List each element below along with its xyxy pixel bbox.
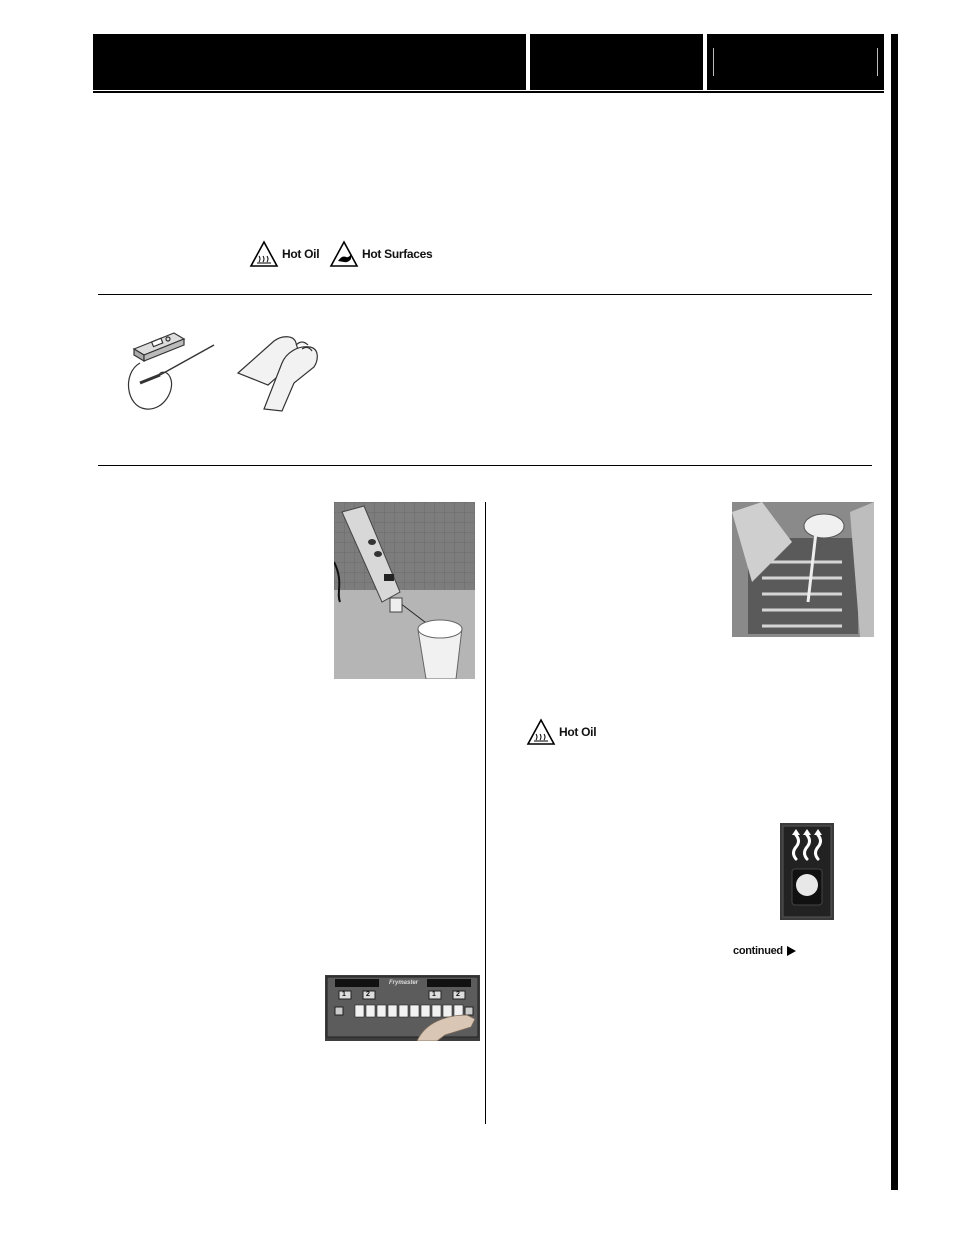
page-edge-bar (891, 34, 898, 1190)
controller-left-button-1: 1 (342, 991, 346, 998)
section-rule-top (98, 294, 872, 295)
header-right-block (707, 34, 884, 90)
column-divider (485, 502, 486, 1124)
header-title-block (93, 34, 526, 90)
header-rule (93, 91, 884, 93)
hazard-hot-surfaces (329, 240, 432, 268)
section-rule-bottom (98, 465, 872, 466)
thermometer-in-cup-photo (334, 502, 475, 679)
hot-oil-icon (249, 240, 279, 268)
hazard-hot-oil (249, 240, 319, 268)
controller-right-button-2: 2 (456, 991, 460, 998)
controller-left-button-2: 2 (366, 991, 370, 998)
hazard-label: Hot Surfaces (362, 247, 433, 261)
continued-indicator (733, 945, 796, 957)
fryer-controller-panel-photo (325, 975, 480, 1041)
hazard-hot-oil-right (526, 718, 596, 746)
oil-pour-on-element-photo (732, 502, 874, 637)
hazard-label: Hot Oil (282, 247, 320, 261)
arrow-right-icon (787, 946, 796, 956)
controller-brand: Frymaster (389, 980, 419, 986)
continued-label: continued (733, 945, 783, 957)
protective-gloves-icon (234, 333, 324, 418)
hot-oil-icon (526, 718, 556, 746)
heat-indicator-light-photo (780, 823, 834, 920)
digital-thermometer-icon (118, 325, 218, 420)
hazard-label: Hot Oil (559, 725, 597, 739)
header-middle-block (530, 34, 703, 90)
controller-right-button-1: 1 (432, 991, 436, 998)
hot-surfaces-icon (329, 240, 359, 268)
